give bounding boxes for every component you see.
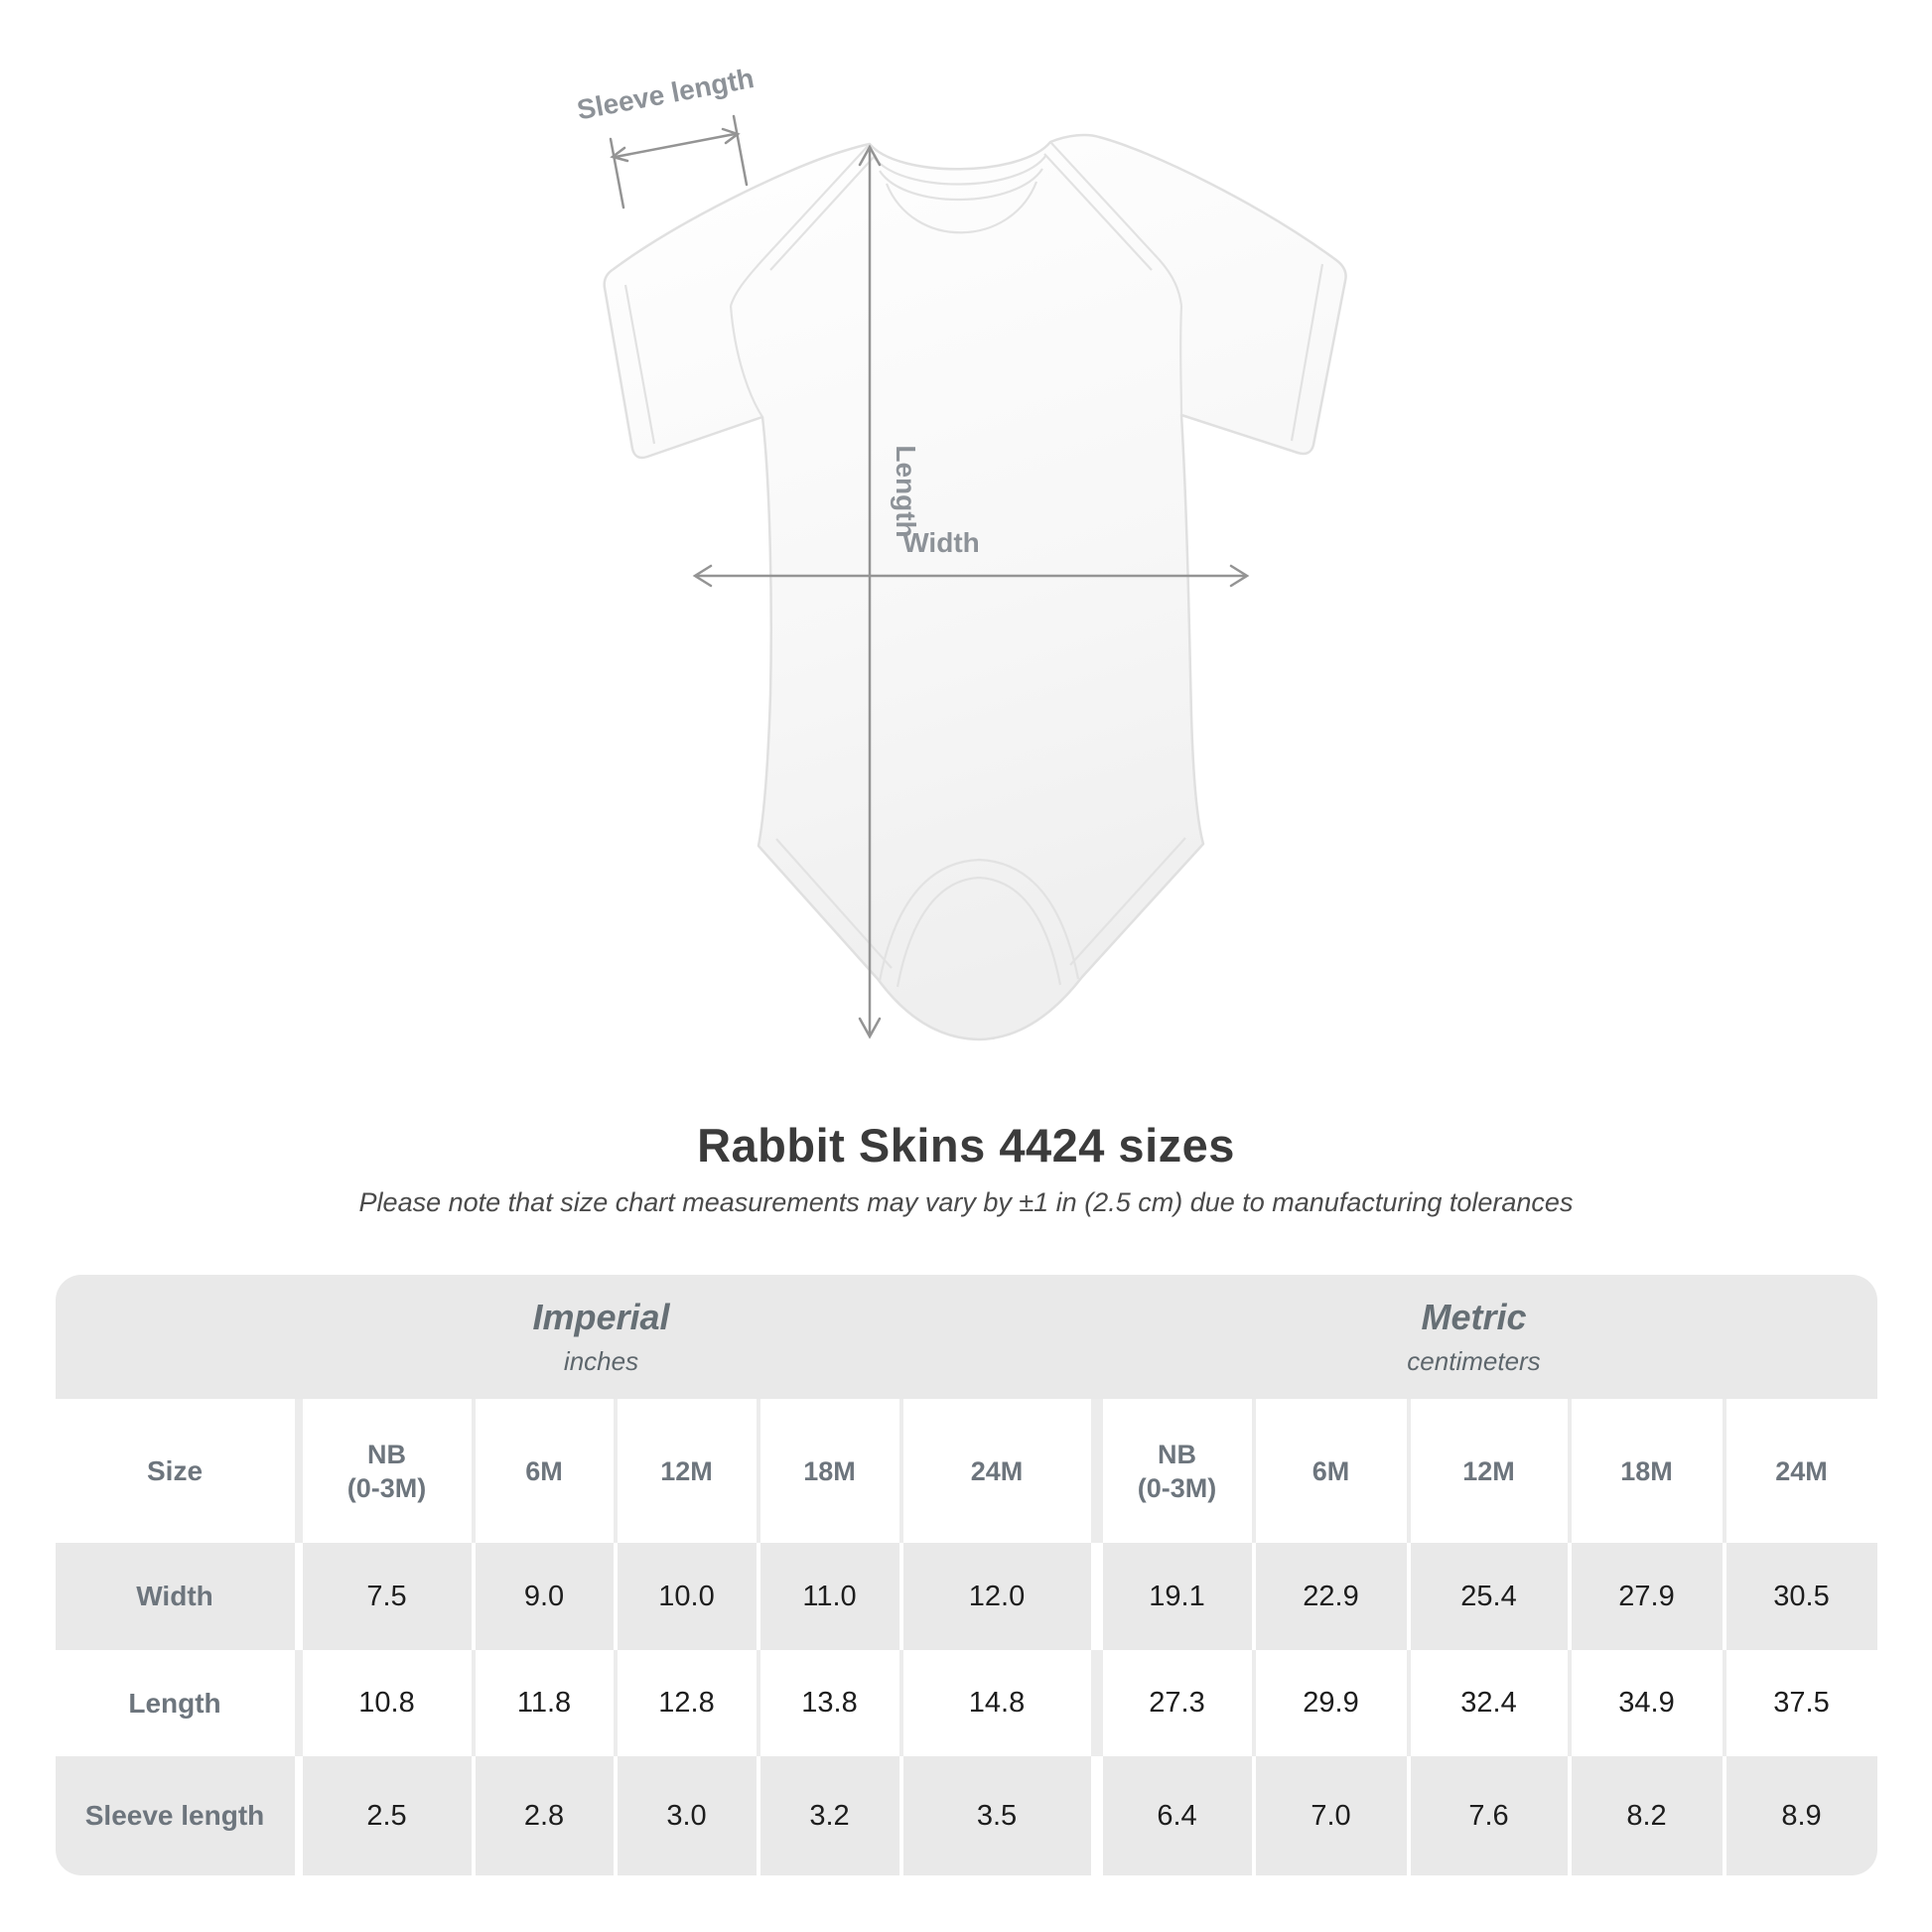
- unit-group-imperial: [532, 1275, 669, 1399]
- size-col-header: NB (0-3M): [1091, 1399, 1252, 1543]
- table-cell: 34.9: [1568, 1650, 1723, 1756]
- unit-title: Metric: [1421, 1297, 1527, 1337]
- title-block: [0, 1120, 1932, 1219]
- table-cell: 7.6: [1407, 1756, 1568, 1875]
- length-annotation: Length: [891, 445, 921, 538]
- size-col-header: NB (0-3M): [295, 1399, 472, 1543]
- table-cell: 6.4: [1091, 1756, 1252, 1875]
- width-annotation: Width: [902, 527, 980, 558]
- table-cell: 8.2: [1568, 1756, 1723, 1875]
- row-label: Length: [128, 1687, 221, 1719]
- table-cell: 3.2: [757, 1756, 899, 1875]
- size-col-header: 12M: [1407, 1399, 1568, 1543]
- table-row-width: [56, 1543, 1877, 1650]
- table-row-length: [56, 1650, 1877, 1756]
- table-body: [56, 1543, 1877, 1875]
- table-cell: 2.5: [295, 1756, 472, 1875]
- size-table: [56, 1275, 1877, 1875]
- size-header-row: [56, 1399, 1877, 1543]
- unit-sublabel: inches: [563, 1346, 639, 1376]
- table-cell: 27.3: [1091, 1650, 1252, 1756]
- table-cell: 3.5: [899, 1756, 1091, 1875]
- unit-header-band: [56, 1275, 1877, 1399]
- unit-title: Imperial: [532, 1297, 670, 1337]
- unit-sublabel: centimeters: [1407, 1346, 1541, 1376]
- unit-group-metric: [1407, 1275, 1540, 1399]
- sleeve-tick-right: [734, 116, 747, 185]
- sleeve-length-annotation: Sleeve length: [574, 62, 757, 126]
- table-cell: 13.8: [757, 1650, 899, 1756]
- size-col-header: 24M: [899, 1399, 1091, 1543]
- table-cell: 12.0: [899, 1543, 1091, 1650]
- table-cell: 7.0: [1252, 1756, 1407, 1875]
- table-cell: 11.0: [757, 1543, 899, 1650]
- table-cell: 3.0: [614, 1756, 757, 1875]
- table-cell: 7.5: [295, 1543, 472, 1650]
- size-col-header: 6M: [472, 1399, 614, 1543]
- table-cell: 25.4: [1407, 1543, 1568, 1650]
- table-cell: 29.9: [1252, 1650, 1407, 1756]
- table-cell: 14.8: [899, 1650, 1091, 1756]
- size-col-header: 6M: [1252, 1399, 1407, 1543]
- size-col-header: 24M: [1723, 1399, 1877, 1543]
- size-column-header: Size: [146, 1454, 204, 1486]
- table-cell: 2.8: [472, 1756, 614, 1875]
- table-cell: 37.5: [1723, 1650, 1877, 1756]
- row-label: Width: [136, 1581, 213, 1611]
- table-cell: 10.0: [614, 1543, 757, 1650]
- sleeve-dimension-line: [616, 134, 735, 157]
- table-cell: 9.0: [472, 1543, 614, 1650]
- tolerance-note: Please note that size chart measurements may vary by ±1 in (2.5 cm) due to manufacturing tolerances: [358, 1187, 1574, 1217]
- table-cell: 12.8: [614, 1650, 757, 1756]
- onesie-body: [605, 135, 1346, 1039]
- size-col-header: 12M: [614, 1399, 757, 1543]
- table-cell: 8.9: [1723, 1756, 1877, 1875]
- table-cell: 10.8: [295, 1650, 472, 1756]
- table-row-sleeve-length: [56, 1756, 1877, 1875]
- table-cell: 11.8: [472, 1650, 614, 1756]
- table-cell: 32.4: [1407, 1650, 1568, 1756]
- table-cell: 27.9: [1568, 1543, 1723, 1650]
- table-cell: 22.9: [1252, 1543, 1407, 1650]
- table-cell: 19.1: [1091, 1543, 1252, 1650]
- size-col-header: 18M: [1568, 1399, 1723, 1543]
- table-cell: 30.5: [1723, 1543, 1877, 1650]
- size-col-header: 18M: [757, 1399, 899, 1543]
- page-title: Rabbit Skins 4424 sizes: [697, 1119, 1235, 1172]
- row-label: Sleeve length: [84, 1800, 265, 1831]
